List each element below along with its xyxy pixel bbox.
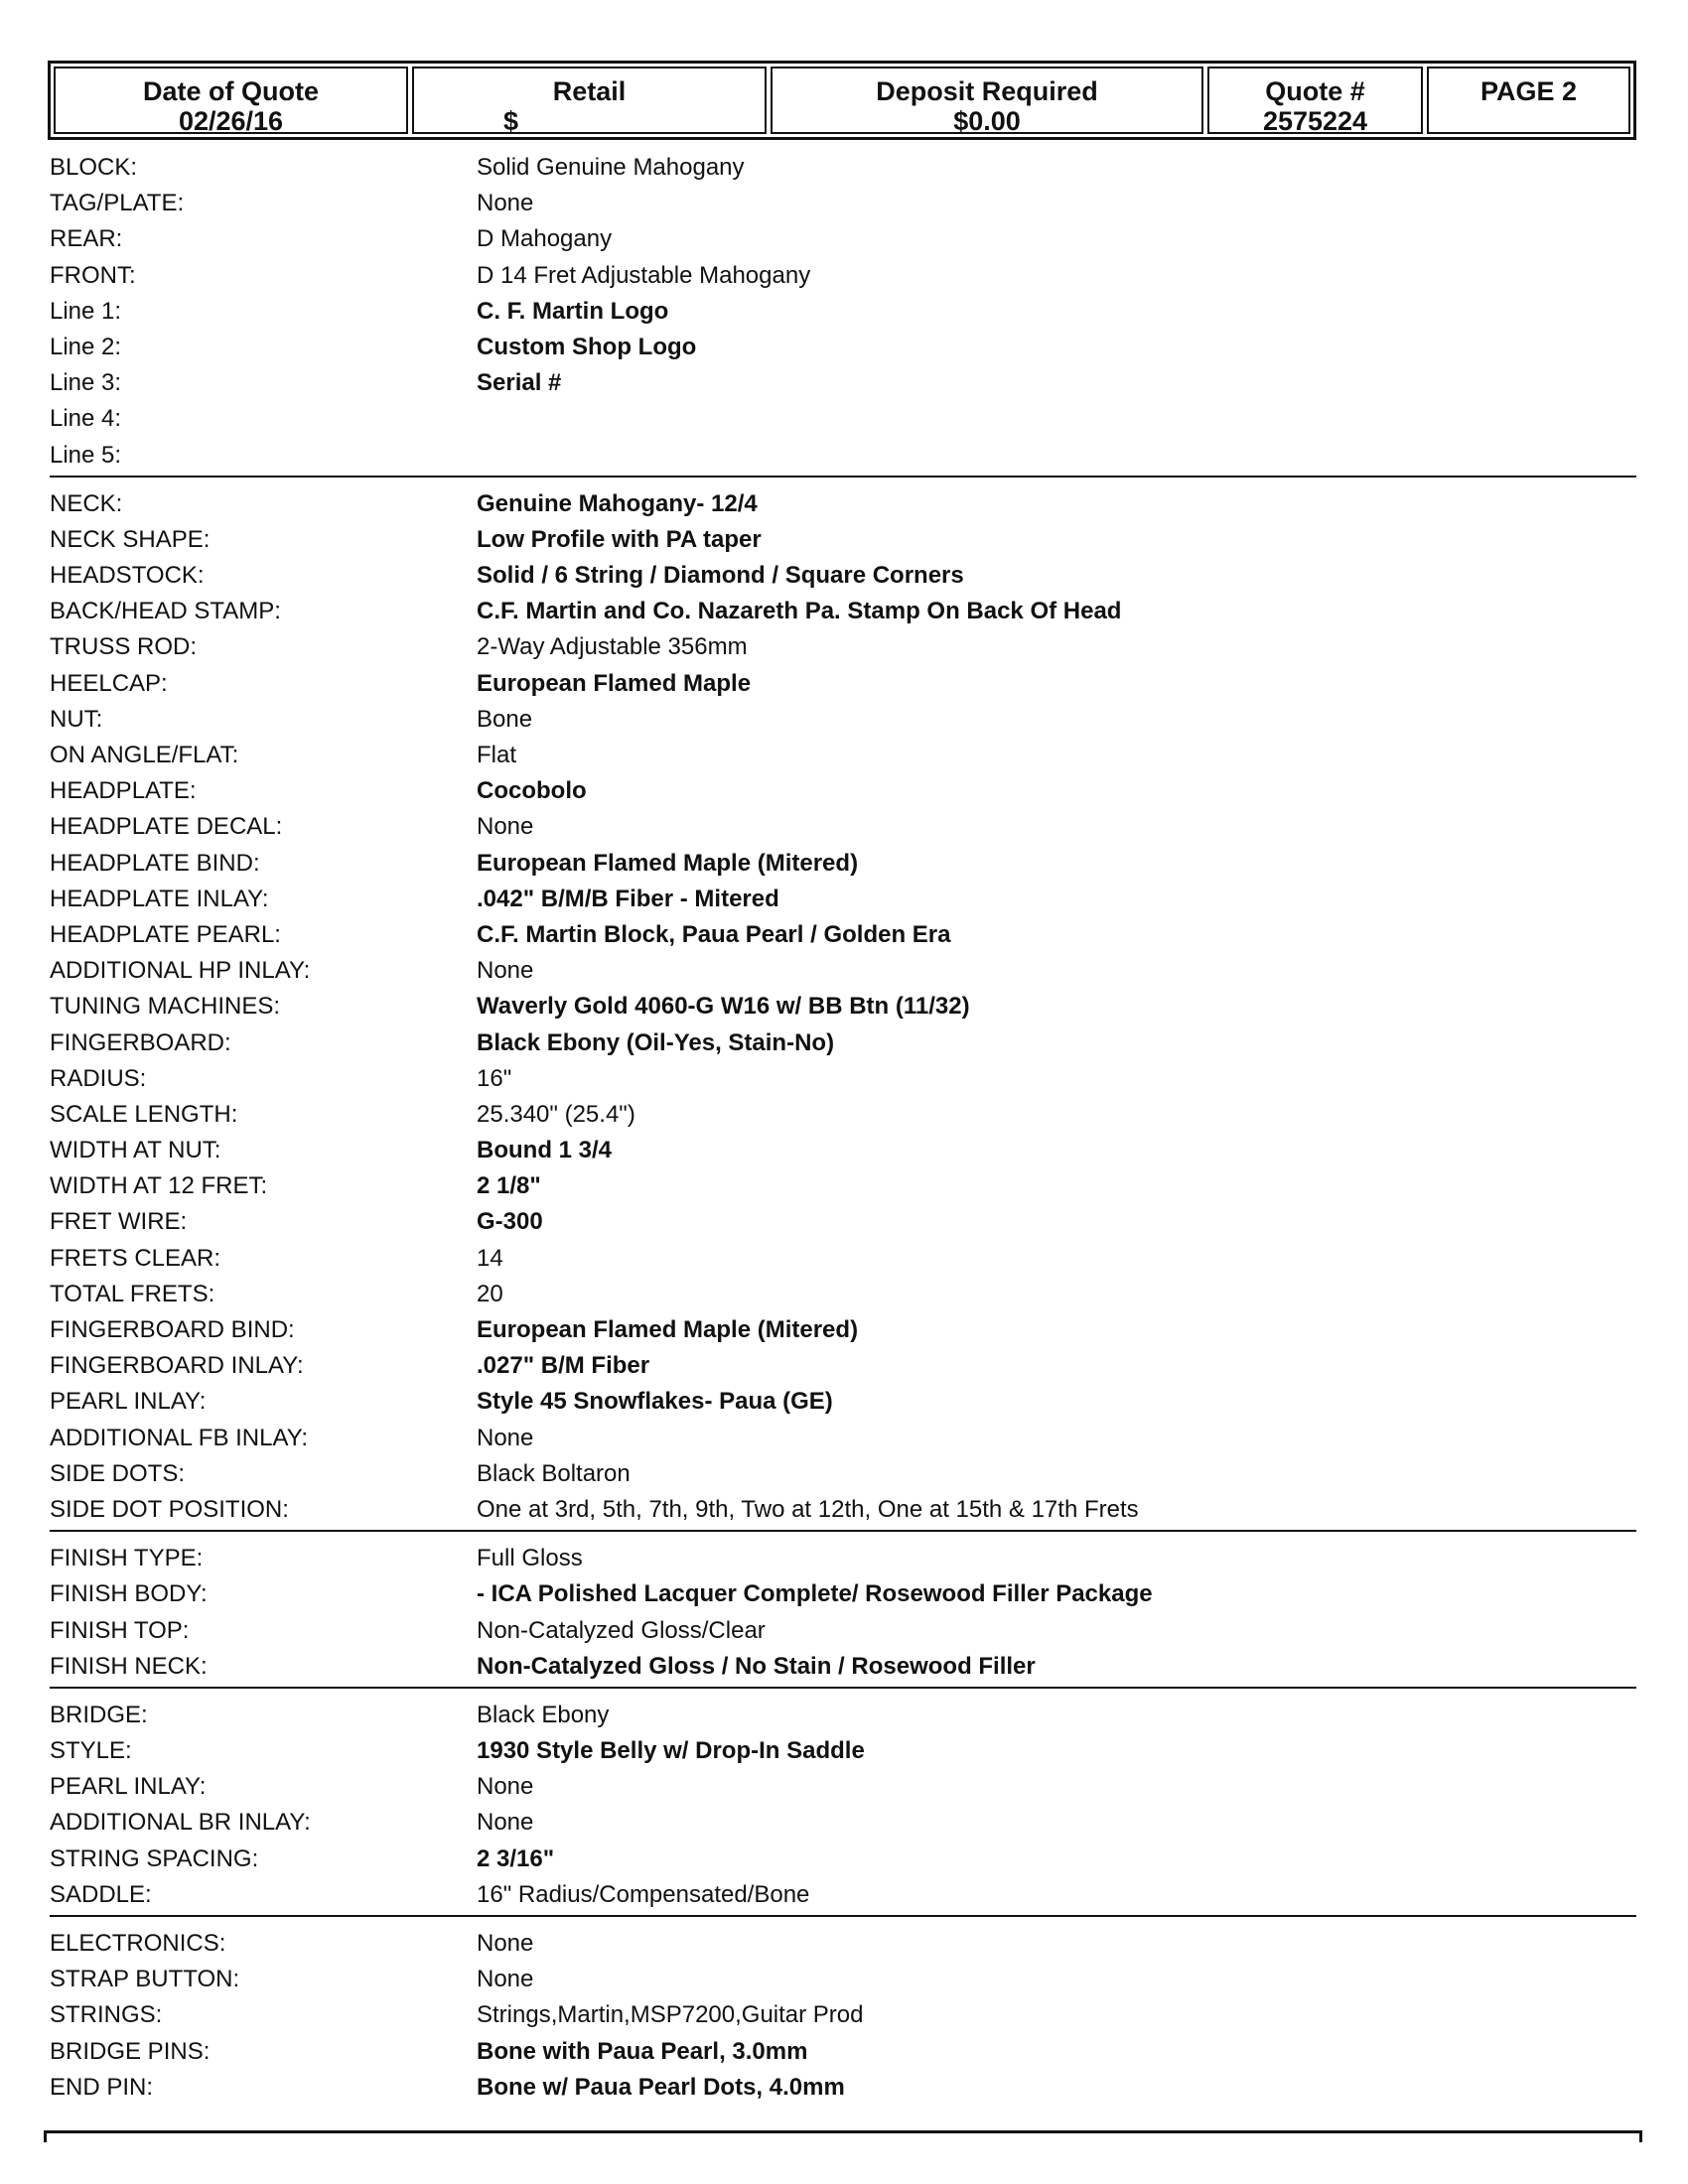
spec-value: One at 3rd, 5th, 7th, 9th, Two at 12th, One at 15th & 17th Frets bbox=[477, 1495, 1139, 1523]
page-number-cell bbox=[1427, 67, 1630, 134]
spec-value: None bbox=[477, 1424, 534, 1451]
spec-row bbox=[50, 989, 1636, 1024]
spec-value: C.F. Martin Block, Paua Pearl / Golden Era bbox=[477, 920, 951, 948]
spec-row bbox=[50, 1613, 1636, 1649]
spec-label: FINISH TYPE: bbox=[50, 1545, 204, 1572]
spec-row bbox=[50, 1492, 1636, 1528]
deposit-required-label: Deposit Required bbox=[876, 76, 1098, 106]
spec-value: 2 1/8" bbox=[477, 1172, 541, 1200]
spec-label: SIDE DOTS: bbox=[50, 1459, 186, 1487]
spec-row bbox=[50, 1805, 1636, 1841]
quote-number-cell bbox=[1207, 67, 1423, 134]
spec-row bbox=[50, 1133, 1636, 1168]
spec-label: ON ANGLE/FLAT: bbox=[50, 742, 239, 768]
spec-value: Black Ebony (Oil-Yes, Stain-No) bbox=[477, 1028, 835, 1056]
spec-label: ADDITIONAL FB INLAY: bbox=[50, 1424, 309, 1451]
spec-row bbox=[50, 738, 1636, 773]
spec-value bbox=[477, 438, 1636, 474]
spec-row bbox=[50, 953, 1636, 989]
spec-value: None bbox=[477, 1930, 534, 1957]
spec-label: BLOCK: bbox=[50, 154, 138, 181]
spec-label: NUT: bbox=[50, 705, 103, 733]
retail-value: $ bbox=[503, 106, 519, 136]
spec-value: None bbox=[477, 813, 534, 841]
spec-label: PEARL INLAY: bbox=[50, 1388, 207, 1416]
spec-value: D Mahogany bbox=[477, 225, 613, 253]
spec-value: .027" B/M Fiber bbox=[477, 1352, 650, 1380]
spec-value: European Flamed Maple (Mitered) bbox=[477, 1316, 859, 1343]
spec-row bbox=[50, 1576, 1636, 1612]
spec-row bbox=[50, 258, 1636, 294]
spec-row bbox=[50, 186, 1636, 221]
spec-row bbox=[50, 1733, 1636, 1769]
spec-label: SADDLE: bbox=[50, 1880, 152, 1908]
spec-row bbox=[50, 1649, 1636, 1685]
spec-section bbox=[50, 1541, 1636, 1689]
spec-label: FINISH TOP: bbox=[50, 1616, 190, 1644]
spec-label: Line 5: bbox=[50, 441, 122, 469]
spec-label: REAR: bbox=[50, 225, 123, 253]
quote-header bbox=[48, 61, 1636, 140]
spec-row bbox=[50, 294, 1636, 330]
spec-row bbox=[50, 1456, 1636, 1492]
spec-section bbox=[50, 150, 1636, 478]
spec-label: SIDE DOT POSITION: bbox=[50, 1495, 289, 1523]
spec-value: None bbox=[477, 1966, 534, 1993]
spec-row bbox=[50, 1384, 1636, 1420]
spec-label: BACK/HEAD STAMP: bbox=[50, 598, 281, 625]
spec-value: Full Gloss bbox=[477, 1545, 583, 1572]
spec-label: STRAP BUTTON: bbox=[50, 1966, 240, 1993]
spec-row bbox=[50, 2034, 1636, 2070]
spec-row bbox=[50, 401, 1636, 437]
spec-value: None bbox=[477, 190, 534, 217]
spec-row bbox=[50, 1025, 1636, 1061]
spec-row bbox=[50, 1997, 1636, 2033]
spec-value: 20 bbox=[477, 1280, 503, 1307]
spec-row bbox=[50, 150, 1636, 186]
spec-value: None bbox=[477, 1773, 534, 1801]
spec-label: RADIUS: bbox=[50, 1064, 147, 1092]
spec-label: ADDITIONAL BR INLAY: bbox=[50, 1809, 311, 1837]
spec-value: 25.340" (25.4") bbox=[477, 1100, 635, 1128]
spec-label: NECK SHAPE: bbox=[50, 525, 211, 553]
spec-row bbox=[50, 330, 1636, 365]
spec-row bbox=[50, 1698, 1636, 1733]
spec-label: HEADSTOCK: bbox=[50, 562, 205, 590]
spec-value: Strings,Martin,MSP7200,Guitar Prod bbox=[477, 2001, 864, 2029]
spec-label: NECK: bbox=[50, 489, 123, 517]
spec-row bbox=[50, 438, 1636, 474]
spec-value: C. F. Martin Logo bbox=[477, 297, 669, 325]
spec-label: Line 3: bbox=[50, 369, 122, 397]
spec-label: TOTAL FRETS: bbox=[50, 1280, 215, 1307]
spec-label: Line 1: bbox=[50, 297, 122, 325]
spec-value: .042" B/M/B Fiber - Mitered bbox=[477, 885, 779, 912]
spec-label: ADDITIONAL HP INLAY: bbox=[50, 957, 311, 985]
spec-label: TAG/PLATE: bbox=[50, 190, 185, 217]
spec-row bbox=[50, 1769, 1636, 1805]
spec-label: STYLE: bbox=[50, 1737, 132, 1765]
spec-value: None bbox=[477, 957, 534, 985]
spec-row bbox=[50, 882, 1636, 917]
spec-label: ELECTRONICS: bbox=[50, 1930, 226, 1957]
spec-section bbox=[50, 486, 1636, 1532]
footer-rule bbox=[44, 2130, 1642, 2133]
spec-label: FRONT: bbox=[50, 261, 136, 289]
spec-row bbox=[50, 702, 1636, 738]
spec-label: FINGERBOARD INLAY: bbox=[50, 1352, 304, 1380]
spec-label: WIDTH AT 12 FRET: bbox=[50, 1172, 268, 1200]
spec-row bbox=[50, 1348, 1636, 1384]
spec-label: FINISH BODY: bbox=[50, 1580, 208, 1608]
spec-value: Black Ebony bbox=[477, 1701, 610, 1728]
spec-value: Bone with Paua Pearl, 3.0mm bbox=[477, 2037, 808, 2065]
spec-value: Style 45 Snowflakes- Paua (GE) bbox=[477, 1388, 833, 1416]
spec-value: Non-Catalyzed Gloss/Clear bbox=[477, 1616, 766, 1644]
retail-label: Retail bbox=[552, 76, 627, 106]
spec-value: None bbox=[477, 1809, 534, 1837]
spec-row bbox=[50, 1877, 1636, 1913]
spec-value: Bone w/ Paua Pearl Dots, 4.0mm bbox=[477, 2073, 845, 2101]
spec-value: Solid / 6 String / Diamond / Square Corners bbox=[477, 562, 964, 590]
spec-row bbox=[50, 666, 1636, 702]
date-of-quote-cell bbox=[54, 67, 408, 134]
spec-row bbox=[50, 1926, 1636, 1962]
spec-row bbox=[50, 917, 1636, 953]
spec-row bbox=[50, 1097, 1636, 1133]
spec-value: European Flamed Maple (Mitered) bbox=[477, 849, 859, 877]
spec-value: G-300 bbox=[477, 1208, 543, 1236]
spec-label: HEADPLATE BIND: bbox=[50, 849, 260, 877]
spec-label: HEELCAP: bbox=[50, 669, 168, 697]
spec-label: FRET WIRE: bbox=[50, 1208, 188, 1236]
spec-value: Waverly Gold 4060-G W16 w/ BB Btn (11/32) bbox=[477, 993, 970, 1021]
spec-label: HEADPLATE: bbox=[50, 777, 197, 805]
spec-value bbox=[477, 401, 1636, 437]
spec-value: 14 bbox=[477, 1244, 503, 1272]
spec-row bbox=[50, 1061, 1636, 1097]
spec-row bbox=[50, 522, 1636, 558]
spec-sections bbox=[50, 150, 1636, 2116]
spec-row bbox=[50, 1312, 1636, 1348]
spec-row bbox=[50, 1241, 1636, 1277]
quote-number-label: Quote # bbox=[1265, 76, 1365, 106]
spec-value: Non-Catalyzed Gloss / No Stain / Rosewood Filler bbox=[477, 1652, 1036, 1680]
spec-label: PEARL INLAY: bbox=[50, 1773, 207, 1801]
spec-value: Serial # bbox=[477, 369, 562, 397]
spec-value: 16" bbox=[477, 1064, 512, 1092]
spec-label: BRIDGE: bbox=[50, 1701, 148, 1728]
quote-number-value: 2575224 bbox=[1262, 106, 1368, 136]
spec-value: Black Boltaron bbox=[477, 1459, 631, 1487]
spec-label: SCALE LENGTH: bbox=[50, 1100, 238, 1128]
spec-value: Solid Genuine Mahogany bbox=[477, 154, 745, 181]
spec-row bbox=[50, 365, 1636, 401]
spec-row bbox=[50, 629, 1636, 665]
spec-value: Low Profile with PA taper bbox=[477, 525, 762, 553]
spec-row bbox=[50, 221, 1636, 257]
spec-row bbox=[50, 773, 1636, 809]
spec-row bbox=[50, 1842, 1636, 1877]
spec-value: European Flamed Maple bbox=[477, 669, 752, 697]
spec-label: STRINGS: bbox=[50, 2001, 163, 2029]
spec-value: Genuine Mahogany- 12/4 bbox=[477, 489, 758, 517]
spec-section bbox=[50, 1698, 1636, 1917]
spec-value: - ICA Polished Lacquer Complete/ Rosewood Filler Package bbox=[477, 1580, 1153, 1608]
deposit-required-cell bbox=[771, 67, 1203, 134]
spec-value: Bound 1 3/4 bbox=[477, 1137, 613, 1164]
spec-value: 1930 Style Belly w/ Drop-In Saddle bbox=[477, 1737, 865, 1765]
spec-label: FRETS CLEAR: bbox=[50, 1244, 221, 1272]
spec-label: STRING SPACING: bbox=[50, 1844, 259, 1872]
spec-row bbox=[50, 594, 1636, 629]
spec-label: FINGERBOARD: bbox=[50, 1028, 231, 1056]
date-of-quote-label: Date of Quote bbox=[142, 76, 319, 106]
spec-row bbox=[50, 1541, 1636, 1576]
spec-value: 2-Way Adjustable 356mm bbox=[477, 633, 748, 661]
spec-row bbox=[50, 2070, 1636, 2106]
spec-value: C.F. Martin and Co. Nazareth Pa. Stamp On Back Of Head bbox=[477, 598, 1122, 625]
retail-cell bbox=[412, 67, 767, 134]
date-of-quote-value: 02/26/16 bbox=[178, 106, 284, 136]
spec-row bbox=[50, 809, 1636, 845]
spec-row bbox=[50, 846, 1636, 882]
page-number-label: PAGE 2 bbox=[1479, 76, 1578, 106]
spec-row bbox=[50, 486, 1636, 522]
spec-label: FINGERBOARD BIND: bbox=[50, 1316, 295, 1343]
spec-label: FINISH NECK: bbox=[50, 1652, 208, 1680]
spec-label: Line 2: bbox=[50, 333, 122, 360]
spec-value: D 14 Fret Adjustable Mahogany bbox=[477, 261, 811, 289]
spec-value: 16" Radius/Compensated/Bone bbox=[477, 1880, 810, 1908]
spec-row bbox=[50, 558, 1636, 594]
spec-label: HEADPLATE PEARL: bbox=[50, 920, 281, 948]
spec-section bbox=[50, 1926, 1636, 2108]
spec-row bbox=[50, 1421, 1636, 1456]
spec-label: TUNING MACHINES: bbox=[50, 993, 281, 1021]
spec-value: Bone bbox=[477, 705, 533, 733]
deposit-required-value: $0.00 bbox=[953, 106, 1021, 136]
spec-label: END PIN: bbox=[50, 2073, 154, 2101]
spec-value: 2 3/16" bbox=[477, 1844, 555, 1872]
spec-label: HEADPLATE DECAL: bbox=[50, 813, 283, 841]
spec-label: TRUSS ROD: bbox=[50, 633, 198, 661]
spec-label: HEADPLATE INLAY: bbox=[50, 885, 269, 912]
spec-row bbox=[50, 1962, 1636, 1997]
spec-value: Custom Shop Logo bbox=[477, 333, 697, 360]
spec-row bbox=[50, 1277, 1636, 1312]
spec-row bbox=[50, 1168, 1636, 1204]
spec-label: Line 4: bbox=[50, 405, 122, 433]
spec-label: BRIDGE PINS: bbox=[50, 2037, 211, 2065]
spec-label: WIDTH AT NUT: bbox=[50, 1137, 221, 1164]
spec-value: Cocobolo bbox=[477, 777, 587, 805]
spec-value: Flat bbox=[477, 742, 517, 768]
spec-row bbox=[50, 1204, 1636, 1240]
